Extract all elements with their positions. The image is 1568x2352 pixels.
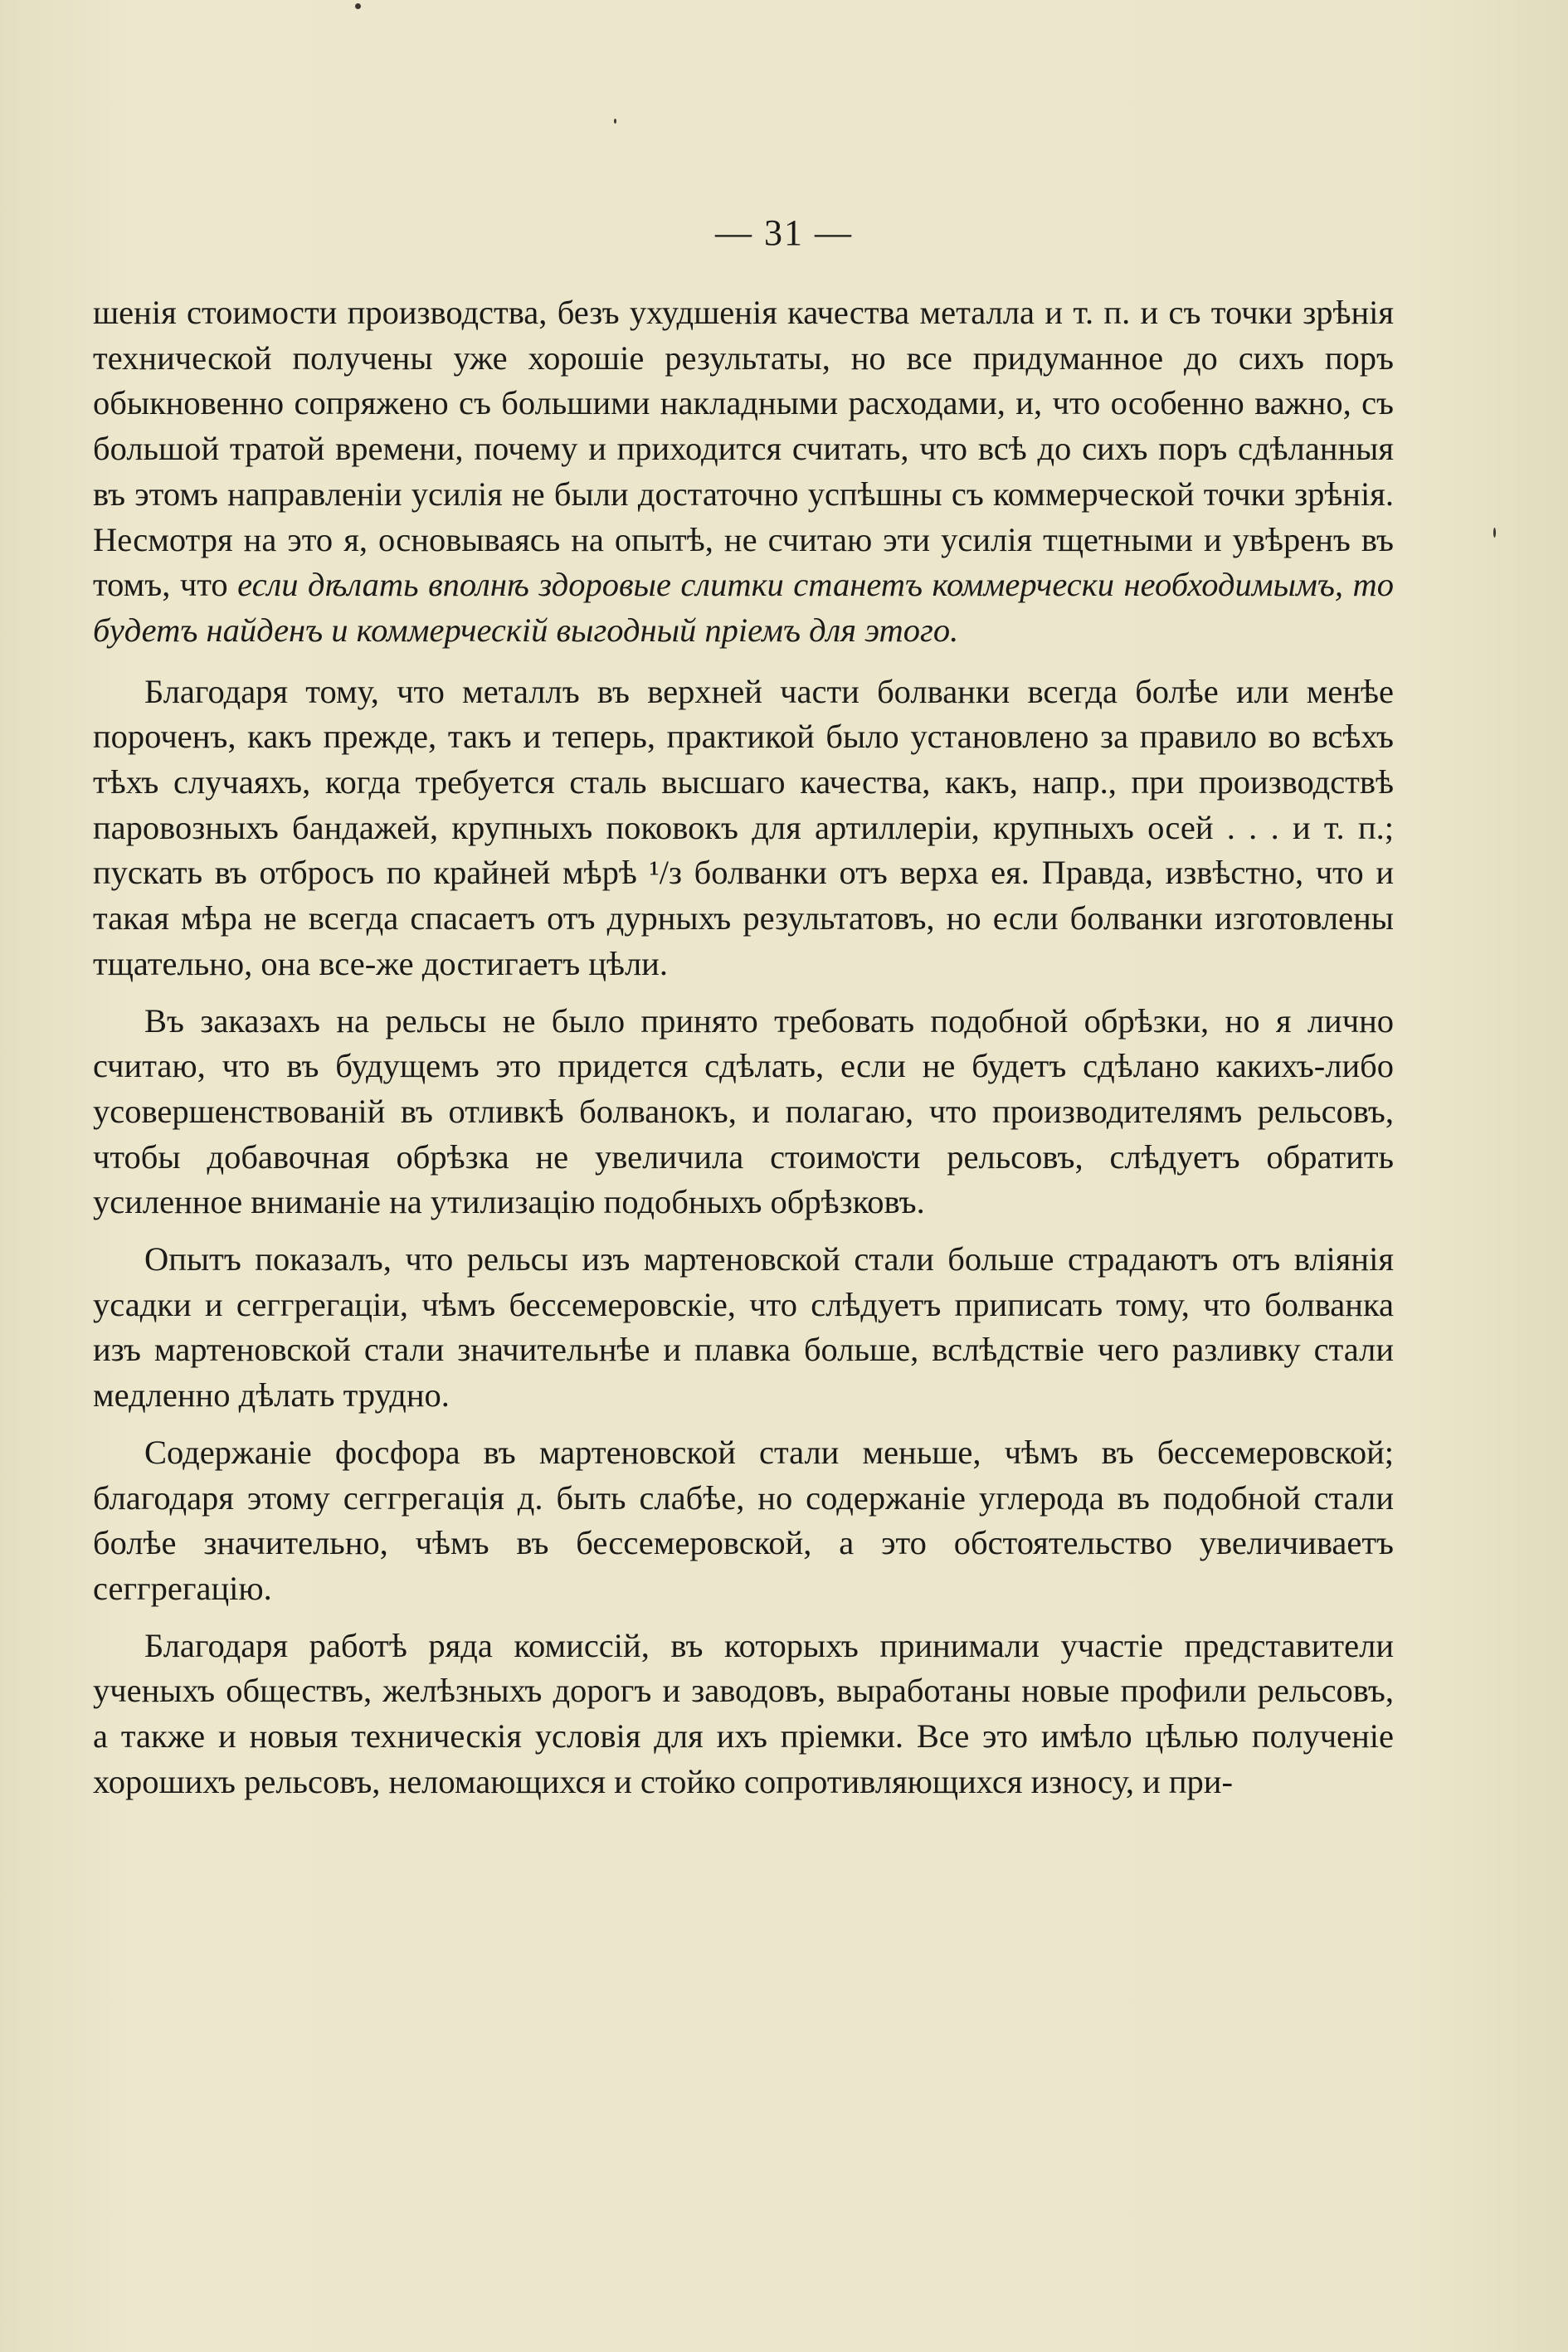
body-text [93,290,1394,1817]
paragraph: Опытъ показалъ, что рельсы изъ мартеновской стали больше страдаютъ отъ вліянія усадки и сеггрегаціи, чѣмъ бессемеровскіе, что слѣдуетъ приписать тому, что болванка изъ мартеновской стали значительнѣе и плавка больше, вслѣдствіе чего разливку стали медленно дѣлать трудно. [93,1240,1394,1415]
page-number: — 31 — [715,212,853,253]
paragraph-italic-text: если дѣлать вполнѣ здоровые слитки станетъ коммерчески необходимымъ, то будетъ найденъ и коммерческій выгодный пріемъ для этого. [93,566,1394,649]
paragraph: Благодаря работѣ ряда комиссій, въ которыхъ принимали участіе представители ученыхъ обществъ, желѣзныхъ дорогъ и заводовъ, выработаны новые профили рельсовъ, а также и новыя техническія условія для ихъ пріемки. Все это имѣло цѣлью полученіе хорошихъ рельсовъ, неломающихся и стойко сопротивляющихся износу, и при- [93,1626,1394,1800]
paragraph: Содержаніе фосфора въ мартеновской стали меньше, чѣмъ въ бессемеровской; благодаря этому сеггрегація д. быть слабѣе, но содержаніе углерода въ подобной стали болѣе значительно, чѣмъ въ бессемеровской, а это обстоятельство увеличиваетъ сеггрегацію. [93,1433,1394,1607]
paragraph: Въ заказахъ на рельсы не было принято требовать подобной обрѣзки, но я лично считаю, что въ будущемъ это придется сдѣлать, если не будетъ сдѣлано какихъ-либо усовершенствованій въ отливкѣ болванокъ, и полагаю, что производителямъ рельсовъ, чтобы добавочная обрѣзка не увеличила стоимости рельсовъ, слѣдуетъ обратить усиленное вниманіе на утилизацію подобныхъ обрѣзковъ. [93,1001,1394,1221]
ink-speck [355,3,361,9]
paragraph-text: шенія стоимости производства, безъ ухудшенія качества металла и т. п. и съ точки зрѣнія технической получены уже хорошіе результаты, но все придуманное до сихъ поръ обыкновенно сопряжено съ большими накладными расходами, и, что особенно важно, съ большой тратой времени, почему и приходится считать, что всѣ до сихъ поръ сдѣланныя въ этомъ направленіи усилія не были достаточно успѣшны съ коммерческой точки зрѣнія. Несмотря на это я, основываясь на опытѣ, не считаю эти усилія тщетными и увѣренъ въ томъ, что [93,294,1394,604]
ink-speck [1493,528,1496,538]
paragraph: Благодаря тому, что металлъ въ верхней части болванки всегда болѣе или менѣе пороченъ, какъ прежде, такъ и теперь, практикой было установлено за правило во всѣхъ тѣхъ случаяхъ, когда требуется сталь высшаго качества, какъ, напр., при производствѣ паровозныхъ бандажей, крупныхъ поковокъ для артиллеріи, крупныхъ осей . . . и т. п.; пускать въ отбросъ по крайней мѣрѣ ¹/з болванки отъ верха ея. Правда, извѣстно, что и такая мѣра не всегда спасаетъ отъ дурныхъ результатовъ, но если болванки изготовлены тщательно, она все-же достигаетъ цѣли. [93,672,1394,982]
paragraph [93,290,1394,654]
ink-speck [614,119,616,124]
